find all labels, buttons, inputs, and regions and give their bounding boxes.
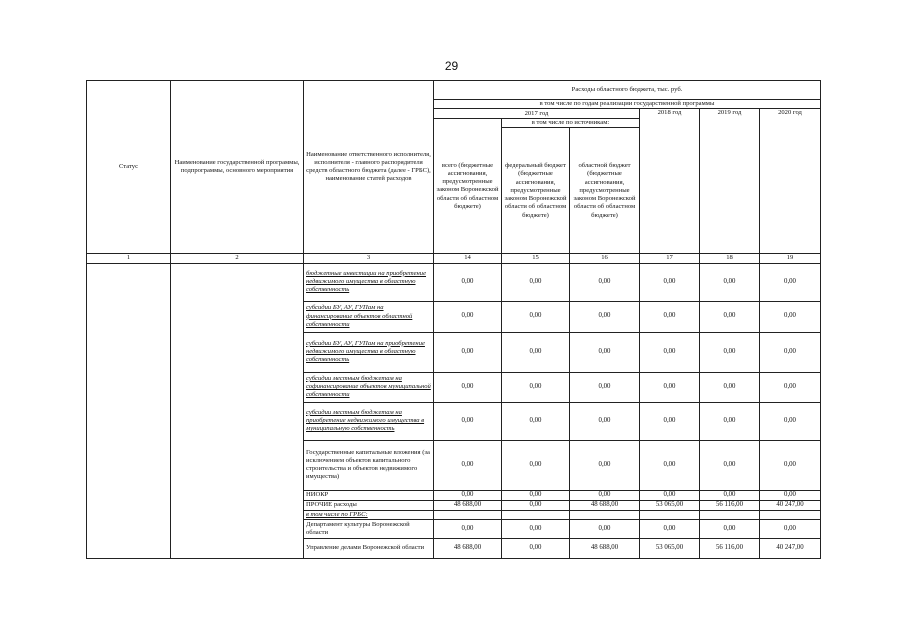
header-year-2017: 2017 год <box>434 109 640 119</box>
value-2019: 56 116,00 <box>700 538 760 558</box>
header-expenses-title: Расходы областного бюджета, тыс. руб. <box>434 81 821 100</box>
value-total-2017 <box>434 510 502 519</box>
row-label: субсидии БУ, АУ, ГУПам на приобретение недвижимого имущества в областную собственность <box>304 332 434 372</box>
value-total-2017: 48 688,00 <box>434 500 502 510</box>
header-total: всего (бюджетные ассигнования, предусмотренные законом Воронежской области об областном бюджете) <box>434 119 502 254</box>
column-numbers-row <box>87 254 821 263</box>
budget-table <box>86 80 821 559</box>
value-2020: 0,00 <box>760 372 821 402</box>
table-row <box>87 263 821 301</box>
header-program-name: Наименование государственной программы, подпрограммы, основного мероприятия <box>171 81 304 254</box>
value-2018: 0,00 <box>640 402 700 440</box>
value-regional-2017: 48 688,00 <box>570 538 640 558</box>
value-2020: 0,00 <box>760 519 821 538</box>
value-regional-2017: 0,00 <box>570 519 640 538</box>
row-label: бюджетные инвестиции на приобретение недвижимого имущества в областную собственность <box>304 263 434 301</box>
header-executor-name: Наименование ответственного исполнителя, исполнителя - главного распорядителя средств областного бюджета (далее - ГРБС), наименование статей расходов <box>304 81 434 254</box>
value-2019: 0,00 <box>700 263 760 301</box>
value-total-2017: 0,00 <box>434 402 502 440</box>
value-2018: 0,00 <box>640 263 700 301</box>
column-number: 14 <box>434 254 502 263</box>
value-2018: 0,00 <box>640 440 700 490</box>
value-federal-2017: 0,00 <box>502 440 570 490</box>
column-number: 2 <box>171 254 304 263</box>
value-total-2017: 0,00 <box>434 440 502 490</box>
column-number: 16 <box>570 254 640 263</box>
value-federal-2017: 0,00 <box>502 538 570 558</box>
row-label: Управление делами Воронежской области <box>304 538 434 558</box>
value-total-2017: 0,00 <box>434 301 502 332</box>
value-2019: 0,00 <box>700 490 760 500</box>
value-regional-2017: 48 688,00 <box>570 500 640 510</box>
value-federal-2017: 0,00 <box>502 263 570 301</box>
row-label: ПРОЧИЕ расходы <box>304 500 434 510</box>
value-total-2017: 0,00 <box>434 490 502 500</box>
value-total-2017: 0,00 <box>434 519 502 538</box>
value-2019: 0,00 <box>700 440 760 490</box>
row-label: Департамент культуры Воронежской области <box>304 519 434 538</box>
value-federal-2017: 0,00 <box>502 372 570 402</box>
column-number: 17 <box>640 254 700 263</box>
value-federal-2017: 0,00 <box>502 519 570 538</box>
value-2019: 0,00 <box>700 402 760 440</box>
header-federal: федеральный бюджет (бюджетные ассигнования, предусмотренные законом Воронежской области об областном бюджете) <box>502 128 570 254</box>
value-2019: 0,00 <box>700 332 760 372</box>
value-2018 <box>640 510 700 519</box>
value-2018: 53 065,00 <box>640 500 700 510</box>
page-number: 29 <box>444 59 459 73</box>
value-2018: 53 065,00 <box>640 538 700 558</box>
column-number: 18 <box>700 254 760 263</box>
column-number: 15 <box>502 254 570 263</box>
header-by-sources: в том числе по источникам: <box>502 119 640 128</box>
header-year-2019: 2019 год <box>700 109 760 254</box>
value-2020: 0,00 <box>760 332 821 372</box>
header-by-years: в том числе по годам реализации государственной программы <box>434 100 821 109</box>
column-number: 1 <box>87 254 171 263</box>
value-regional-2017: 0,00 <box>570 301 640 332</box>
header-regional: областной бюджет (бюджетные ассигнования, предусмотренные законом Воронежской области об областном бюджете) <box>570 128 640 254</box>
value-total-2017: 0,00 <box>434 332 502 372</box>
value-regional-2017: 0,00 <box>570 402 640 440</box>
status-cell <box>87 263 171 558</box>
value-federal-2017: 0,00 <box>502 402 570 440</box>
value-total-2017: 0,00 <box>434 372 502 402</box>
value-federal-2017: 0,00 <box>502 500 570 510</box>
row-label: субсидии местным бюджетам на софинансирование объектов муниципальной собственности <box>304 372 434 402</box>
value-regional-2017: 0,00 <box>570 372 640 402</box>
value-2020: 0,00 <box>760 263 821 301</box>
value-2020: 0,00 <box>760 402 821 440</box>
header-year-2020: 2020 год <box>760 109 821 254</box>
value-regional-2017 <box>570 510 640 519</box>
row-label: субсидии БУ, АУ, ГУПам на финансирование объектов областной собственности <box>304 301 434 332</box>
value-2018: 0,00 <box>640 301 700 332</box>
value-2018: 0,00 <box>640 332 700 372</box>
row-label: Государственные капитальные вложения (за исключением объектов капитального строительства и объектов недвижимого имущества) <box>304 440 434 490</box>
row-label: субсидии местным бюджетам на приобретение недвижимого имущества в муниципальную собственность <box>304 402 434 440</box>
value-regional-2017: 0,00 <box>570 332 640 372</box>
value-2018: 0,00 <box>640 372 700 402</box>
row-label: НИОКР <box>304 490 434 500</box>
value-total-2017: 0,00 <box>434 263 502 301</box>
value-2019: 56 116,00 <box>700 500 760 510</box>
value-2020: 40 247,00 <box>760 538 821 558</box>
value-federal-2017: 0,00 <box>502 490 570 500</box>
column-number: 19 <box>760 254 821 263</box>
value-federal-2017 <box>502 510 570 519</box>
column-number: 3 <box>304 254 434 263</box>
value-federal-2017: 0,00 <box>502 332 570 372</box>
value-2018: 0,00 <box>640 519 700 538</box>
value-2019: 0,00 <box>700 519 760 538</box>
value-total-2017: 48 688,00 <box>434 538 502 558</box>
value-2020: 0,00 <box>760 301 821 332</box>
value-2020: 40 247,00 <box>760 500 821 510</box>
value-regional-2017: 0,00 <box>570 440 640 490</box>
row-label: в том числе по ГРБС: <box>304 510 434 519</box>
value-2019: 0,00 <box>700 301 760 332</box>
value-regional-2017: 0,00 <box>570 490 640 500</box>
value-2018: 0,00 <box>640 490 700 500</box>
value-2019 <box>700 510 760 519</box>
value-2020: 0,00 <box>760 440 821 490</box>
value-2019: 0,00 <box>700 372 760 402</box>
value-2020 <box>760 510 821 519</box>
header-status: Статус <box>87 81 171 254</box>
value-federal-2017: 0,00 <box>502 301 570 332</box>
value-regional-2017: 0,00 <box>570 263 640 301</box>
program-name-cell <box>171 263 304 558</box>
header-year-2018: 2018 год <box>640 109 700 254</box>
value-2020: 0,00 <box>760 490 821 500</box>
